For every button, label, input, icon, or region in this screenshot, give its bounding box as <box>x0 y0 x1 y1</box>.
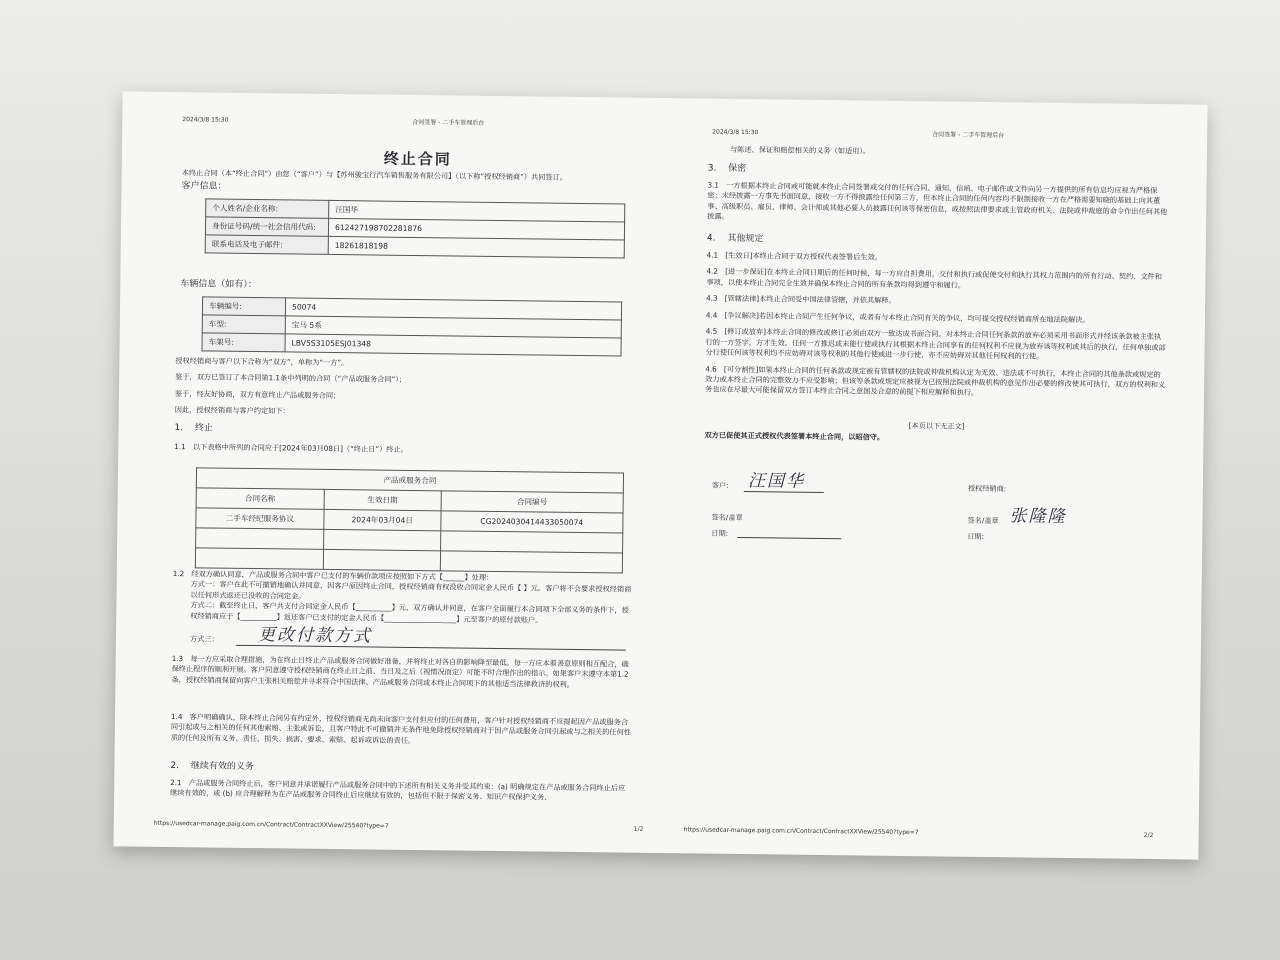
contract-page-2 <box>683 98 1172 859</box>
printed-contract-sheet <box>113 91 1207 859</box>
print-timestamp: 2024/3/8 15:30 <box>712 128 759 137</box>
clause-1-4: 1.4 客户明确确认，除本终止合同另有约定外，授权经销商无尚未向客户支付但应付的任何费用，客户针对授权经销商不应提起因产品或服务合同引起或与之相关的任何其他索赔、主张或诉讼，且客户特此不可撤销并无条件地免除授权经销商对于因产品或服务合同引起或与之相关的任何性质的任何及所有义务、责任、损失、损害、要求、索赔、起诉或诉讼的责任。 <box>170 712 631 745</box>
clause-4-4: 4.4 [争议解决]若因本终止合同产生任何争议，或者有与本终止合同有关的争议，均可提交授权经销商所在地法院解决。 <box>705 310 1090 324</box>
vehicle-info-heading: 车辆信息（如有）： <box>180 279 257 291</box>
customer-date-label: 日期: <box>711 528 729 538</box>
option-one-text: 方式一：客户在此不可撤销地确认并同意，因客户原因终止合同，授权经销商有权没收合同定金人民币【 】元。客户将不会要求授权经销商以任何形式返还已没收的合同定金。 <box>190 579 632 601</box>
dealer-sign-stamp-label: 签名/盖章 <box>967 515 999 526</box>
print-header <box>712 129 1172 143</box>
vehicle-info-table <box>201 296 622 356</box>
page-number: 2/2 <box>1143 832 1154 840</box>
clause-1-2-lead: 1.2 经双方确认同意，产品或服务合同中客户已支付的车辆价款项应按照如下方式【______】处理： <box>172 569 494 582</box>
contract-intro: 本终止合同（本“终止合同”）由您（“客户”）与【苏州骏宝行汽车销售服务有限公司】（以下称“授权经销商”）共同签订。 <box>181 168 568 182</box>
section-3-title: 3. 保密 <box>707 163 747 175</box>
section-4-clauses <box>705 251 1167 407</box>
clause-4-6: 4.6 [可分割性]如果本终止合同的任何条款或规定被有管辖权的法院或仲裁机构认定为无效、违法或不可执行，本终止合同的其他条款或规定的效力或本终止合同的完整效力不应受影响；但该等条款或规定应被视为已按照法院或仲裁机构的意见作出必要的修改使其可执行，双方的权利和义务也应在尽最大可能保留双方签订本终止合同之意图及合意的前提下相应解释和执行。 <box>705 364 1166 398</box>
page-number: 1/2 <box>633 826 644 834</box>
option-three-label: 方式三： <box>189 634 219 644</box>
print-header <box>182 116 662 131</box>
footer-url: https://usedcar-manage.paig.com.cn/Contract/ContractXXView/25540?type=7 <box>153 820 389 831</box>
vehicle-model-value: 宝马 5系 <box>285 316 621 338</box>
clause-1-3: 1.3 每一方应采取合理措施，为在终止日终止产品或服务合同做好准备，并将终止对各自的影响降至最低。每一方应本着善意原则相互配合，确保终止程序的顺利开展。客户同意遵守授权经销商在终止日之前、当日及之后（视情况而定）可能不时合理作出的指示。如果客户未遵守本第1.2条，授权经销商保留向客户主张相关赔偿并寻求符合中国法律、产品或服务合同或本终止合同项下的其他适当法律救济的权利。 <box>171 654 629 689</box>
blank-page-note: [本页以下无正文] <box>908 421 965 431</box>
recital-line: 授权经销商与客户以下合称为“双方”，单称为“一方”。 <box>175 356 349 368</box>
product-contract-table <box>195 467 624 573</box>
section-2-title: 2. 继续有效的义务 <box>170 761 254 773</box>
recital-line: 鉴于，经友好协商，双方有意终止产品或服务合同； <box>174 388 341 400</box>
handwritten-note: 更改付款方式 <box>257 625 373 647</box>
contract-name-cell: 二手车经纪服务协议 <box>196 508 324 530</box>
customer-id-value: 612427198702281876 <box>328 218 624 240</box>
vehicle-model-label: 车型: <box>202 315 285 334</box>
column-header: 合同编号 <box>441 491 623 513</box>
customer-info-heading: 客户信息： <box>181 181 227 192</box>
customer-info-table <box>205 198 626 258</box>
footer-url: https://usedcar-manage.paig.com.cn/Contract/ContractXXView/25540?type=7 <box>683 826 919 837</box>
witness-clause: 双方已促使其正式授权代表签署本终止合同，以昭信守。 <box>704 430 885 442</box>
continued-text: 与陈述、保证和赔偿相关的义务（如适用）。 <box>729 144 871 156</box>
clause-2-1: 2.1 产品或服务合同终止后，客户同意并承诺履行产品或服务合同中的下述所有相关义务并受其约束：(a) 明确规定在产品或服务合同终止后应继续有效的，或 (b) 应合理解释为在产品或服务合同终止后应继续有效的，包括但不限于保密义务、知识产权保护义务、 <box>170 778 626 803</box>
print-site-title: 合同签署 - 二手车管理后台 <box>932 131 1005 140</box>
product-table-caption: 产品或服务合同 <box>196 468 623 493</box>
customer-contact-label: 联系电话及电子邮件: <box>205 235 328 255</box>
section-1-title: 1. 终止 <box>174 423 214 434</box>
dealer-signature: 张隆隆 <box>1009 506 1067 527</box>
print-site-title: 合同签署 - 二手车管理后台 <box>412 118 485 127</box>
vehicle-id-label: 车辆编号: <box>202 297 285 316</box>
contract-number-cell: CG2024030414433050074 <box>441 511 623 533</box>
customer-contact-value: 18261818198 <box>328 236 624 258</box>
customer-date-line <box>737 537 841 539</box>
vehicle-vin-label: 车架号: <box>202 333 285 352</box>
recital-line: 鉴于，双方已签订了本合同第1.1条中列明的合同（“产品或服务合同”）； <box>175 372 407 385</box>
clause-4-3: 4.3 [管辖法律]本终止合同受中国法律管辖，并依其解释。 <box>706 293 896 306</box>
option-two-text: 方式二：截至终止日，客户共支付合同定金人民币【__________】元，双方确认并同意，在客户全面履行本合同项下全部义务的条件下，授权经销商应于【__________】返还客户已支付的定金人民币【____________________】元至客户的原付款账户。 <box>190 600 629 625</box>
contract-page-1 <box>153 92 662 853</box>
clause-1-1: 1.1 以下表格中所列的合同应于[2024年03月08日]（“终止日”）终止。 <box>174 442 408 454</box>
dealer-sign-label: 授权经销商: <box>967 483 1007 494</box>
table-row <box>202 333 621 356</box>
customer-name-value: 汪国华 <box>329 200 625 222</box>
clause-4-2: 4.2 [进一步保证]在本终止合同日期后的任何时候，每一方应自担费用，交付和执行或促使交付和执行其权力范围内的所有行动、契约、文件和事项，以使本终止合同完全生效并确保本终止合同的所有条款均得到遵守和履行。 <box>706 266 1163 290</box>
clause-4-1: 4.1 [生效日]本终止合同于双方授权代表签署后生效。 <box>706 250 882 262</box>
customer-sign-label: 客户: <box>711 480 729 490</box>
clause-4-5: 4.5 [修订或放弃]本终止合同的修改或修订必须由双方一致达成书面合同。对本终止合同任何条款的放弃必须采用书面形式并经该条款被主张执行的一方签字，方才生效。任何一方推迟或未能行使或执行其根据本终止合同享有的任何权利不应视为放弃该等权利或其后的执行，任何单独或部分行使任何该等权利均不应妨碍对该等权利的其他行使或进一步行使，亦不应妨碍对其他任何权利的行使。 <box>705 326 1166 361</box>
document-title: 终止合同 <box>383 149 452 169</box>
dealer-date-label: 日期: <box>967 531 985 541</box>
customer-sign-stamp-label: 签名/盖章 <box>711 512 743 523</box>
section-4-title: 4. 其他规定 <box>706 233 764 245</box>
recitals <box>175 356 646 421</box>
vehicle-vin-value: LBV5S3105ESJ01348 <box>285 334 621 356</box>
effective-date-cell: 2024年03月04日 <box>324 509 441 530</box>
customer-id-label: 身份证号码/统一社会信用代码: <box>205 217 328 237</box>
customer-signature: 汪国华 <box>747 471 806 492</box>
vehicle-id-value: 50074 <box>285 298 621 320</box>
table-row <box>205 235 624 258</box>
clause-1-2 <box>172 569 633 627</box>
clause-3-1: 3.1 一方根据本终止合同或可能就本终止合同签署或交付的任何合同、通知、信函、电子邮件或文件向另一方提供的所有信息均应视为严格保密；未经披露一方事先书面同意，接收一方不得披露给任何第三方，但本终止合同的任何内容均不限制接收一方在严格需要知晓的基础上向其董事、高级职员、雇员、律师、会计师或其他必要人员披露任何该等保密信息，或按照法律要求或主管政府机关、法院或仲裁庭的命令作出任何其他披露。 <box>707 180 1168 222</box>
column-header: 生效日期 <box>324 489 441 510</box>
column-header: 合同名称 <box>196 488 324 510</box>
print-timestamp: 2024/3/8 15:30 <box>182 116 229 124</box>
customer-name-label: 个人姓名/企业名称: <box>206 199 329 219</box>
recital-line: 因此，授权经销商与客户约定如下： <box>174 405 290 416</box>
